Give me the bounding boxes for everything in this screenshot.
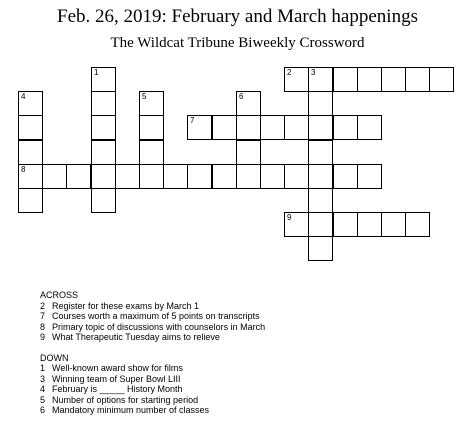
cell-number: 8 — [21, 165, 26, 174]
clue-down-item — [40, 405, 460, 416]
clue-text: Number of options for starting period — [52, 394, 199, 405]
clue-across-item — [40, 311, 460, 322]
crossword-cell[interactable] — [357, 67, 382, 92]
crossword-cell[interactable] — [357, 212, 382, 237]
crossword-cell[interactable] — [308, 236, 333, 261]
down-clue-list — [40, 363, 460, 416]
crossword-cell[interactable] — [91, 115, 116, 140]
crossword-cell[interactable] — [357, 164, 382, 189]
crossword-cell[interactable] — [381, 212, 406, 237]
page-subtitle: The Wildcat Tribune Biweekly Crossword — [110, 35, 365, 51]
clue-down-item — [40, 374, 460, 385]
crossword-cell[interactable] — [333, 164, 358, 189]
crossword-cell[interactable] — [66, 164, 91, 189]
crossword-cell[interactable] — [284, 115, 309, 140]
cell-number: 3 — [311, 68, 316, 77]
crossword-cell[interactable] — [333, 212, 358, 237]
across-clue-list — [40, 301, 460, 343]
clue-down-item — [40, 384, 460, 395]
crossword-cell[interactable] — [308, 140, 333, 165]
clue-down-item — [40, 363, 460, 374]
clue-number: 2 — [40, 300, 46, 311]
down-heading: DOWN — [40, 352, 69, 363]
clue-number: 1 — [40, 363, 46, 373]
crossword-cell[interactable] — [405, 212, 430, 237]
crossword-cell[interactable] — [308, 67, 333, 92]
crossword-cell[interactable] — [91, 188, 116, 213]
crossword-cell[interactable] — [236, 115, 261, 140]
clue-number: 8 — [40, 321, 46, 332]
clues-section — [40, 290, 460, 416]
crossword-cell[interactable] — [18, 188, 43, 213]
across-heading: ACROSS — [40, 290, 79, 300]
crossword-cell[interactable] — [187, 164, 212, 189]
crossword-cell[interactable] — [333, 115, 358, 140]
crossword-cell[interactable] — [308, 164, 333, 189]
crossword-cell[interactable] — [284, 164, 309, 189]
clue-number: 3 — [40, 373, 46, 384]
crossword-cell[interactable] — [91, 67, 116, 92]
clue-down-item — [40, 395, 460, 406]
clue-text: Well-known award show for films — [52, 363, 183, 373]
crossword-cell[interactable] — [429, 67, 454, 92]
crossword-cell[interactable] — [236, 140, 261, 165]
clue-number: 4 — [40, 384, 46, 394]
clue-number: 7 — [40, 311, 46, 321]
crossword-cell[interactable] — [139, 115, 164, 140]
clue-number: 6 — [40, 405, 46, 415]
clue-text: Mandatory minimum number of classes — [52, 405, 210, 415]
crossword-cell[interactable] — [284, 212, 309, 237]
cell-number: 1 — [94, 68, 99, 77]
crossword-cell[interactable] — [115, 164, 140, 189]
cell-number: 5 — [142, 92, 147, 101]
crossword-cell[interactable] — [139, 164, 164, 189]
cell-number: 4 — [21, 92, 26, 101]
crossword-cell[interactable] — [18, 91, 43, 116]
clue-number: 5 — [40, 394, 46, 405]
crossword-cell[interactable] — [91, 164, 116, 189]
crossword-cell[interactable] — [163, 164, 188, 189]
crossword-cell[interactable] — [333, 67, 358, 92]
crossword-cell[interactable] — [405, 67, 430, 92]
crossword-cell[interactable] — [381, 67, 406, 92]
cell-number: 2 — [287, 68, 292, 77]
clue-text: Winning team of Super Bowl LIII — [52, 373, 181, 384]
crossword-cell[interactable] — [236, 164, 261, 189]
clue-across-item — [40, 301, 460, 312]
crossword-cell[interactable] — [284, 67, 309, 92]
clue-across-item — [40, 332, 460, 343]
clue-text: What Therapeutic Tuesday aims to relieve — [52, 332, 220, 342]
clue-text: February is _____ History Month — [52, 384, 183, 394]
crossword-cell[interactable] — [308, 115, 333, 140]
crossword-cell[interactable] — [260, 164, 285, 189]
clue-text: Courses worth a maximum of 5 points on transcripts — [52, 311, 260, 321]
crossword-cell[interactable] — [308, 188, 333, 213]
cell-number: 9 — [287, 213, 292, 222]
crossword-cell[interactable] — [139, 91, 164, 116]
crossword-cell[interactable] — [42, 164, 67, 189]
crossword-cell[interactable] — [18, 164, 43, 189]
page-title: Feb. 26, 2019: February and March happenings — [57, 6, 418, 27]
crossword-cell[interactable] — [187, 115, 212, 140]
clue-text: Primary topic of discussions with counselors in March — [52, 321, 266, 332]
crossword-cell[interactable] — [308, 91, 333, 116]
clue-number: 9 — [40, 332, 46, 342]
crossword-cell[interactable] — [212, 164, 237, 189]
crossword-cell[interactable] — [260, 115, 285, 140]
crossword-cell[interactable] — [357, 115, 382, 140]
crossword-cell[interactable] — [236, 91, 261, 116]
cell-number: 6 — [239, 92, 244, 101]
clue-text: Register for these exams by March 1 — [52, 300, 200, 311]
crossword-cell[interactable] — [91, 140, 116, 165]
crossword-cell[interactable] — [308, 212, 333, 237]
clue-across-item — [40, 322, 460, 333]
cell-number: 7 — [190, 116, 195, 125]
crossword-cell[interactable] — [91, 91, 116, 116]
crossword-cell[interactable] — [18, 115, 43, 140]
crossword-cell[interactable] — [139, 140, 164, 165]
crossword-cell[interactable] — [212, 115, 237, 140]
crossword-cell[interactable] — [18, 140, 43, 165]
